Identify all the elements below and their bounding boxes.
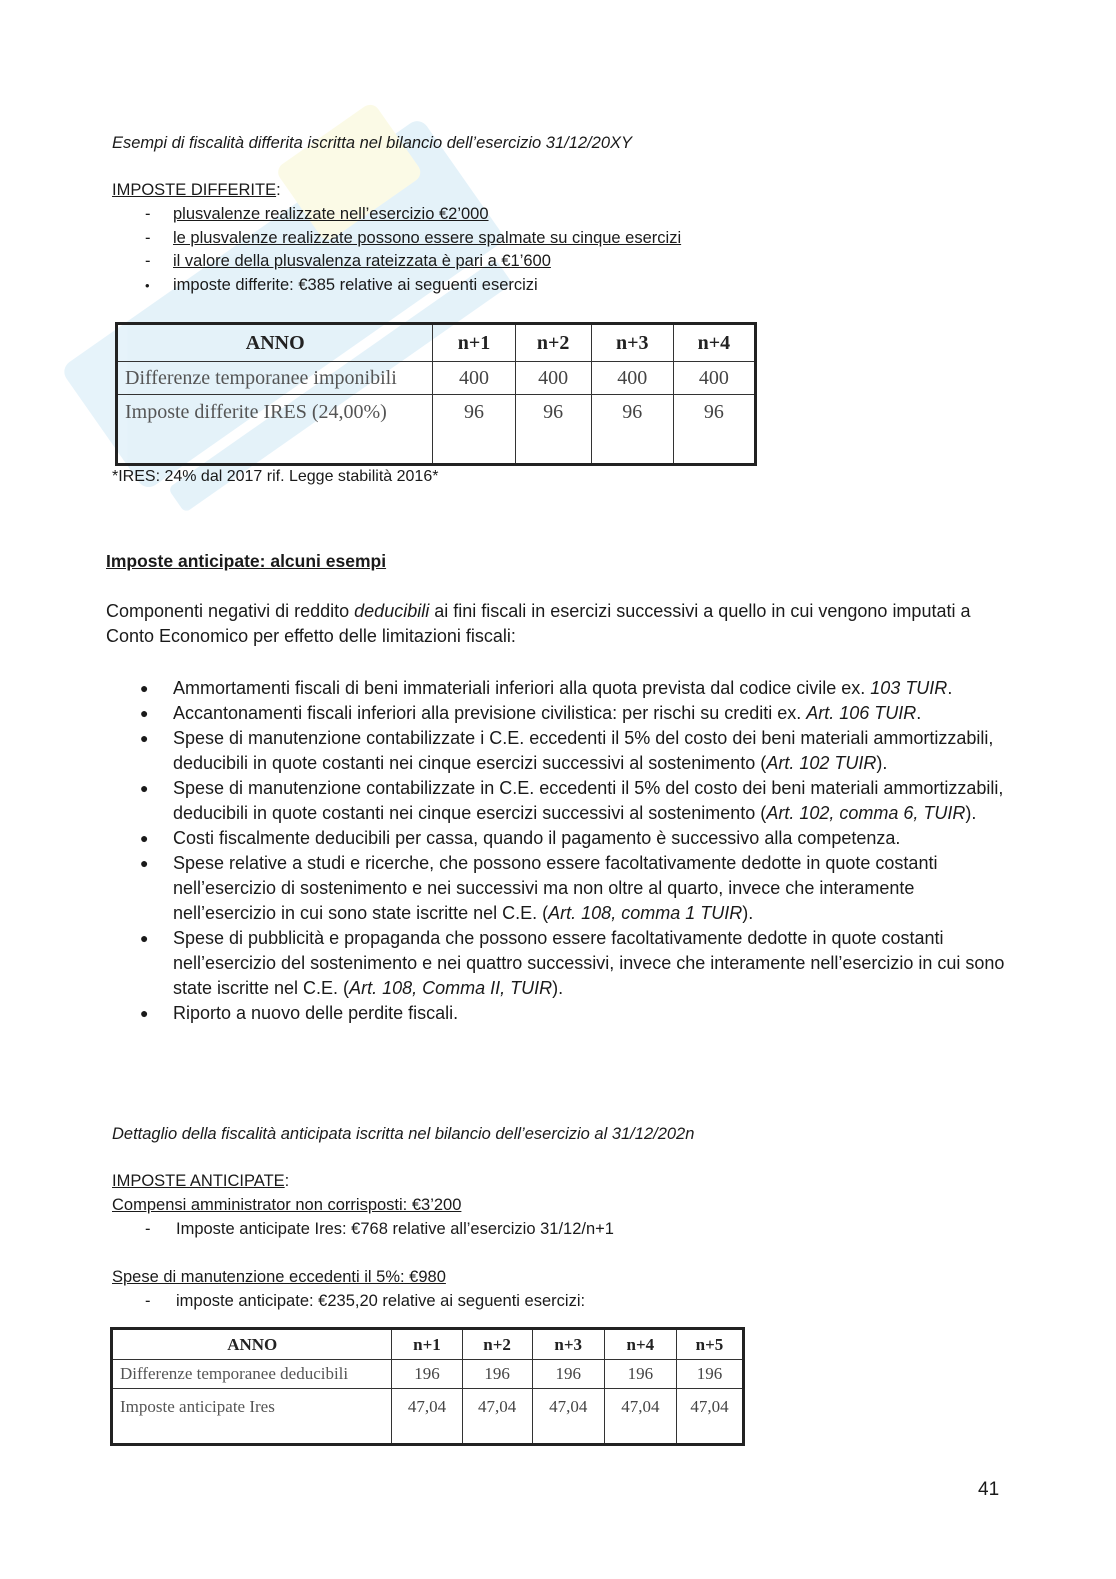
table-cell: 96 <box>433 395 515 465</box>
table-cell: 400 <box>433 362 515 395</box>
table-cell: 47,04 <box>462 1389 532 1445</box>
table-cell: 196 <box>532 1360 604 1389</box>
table-header-cell: n+2 <box>515 324 591 362</box>
table-header-cell: n+3 <box>532 1329 604 1360</box>
heading-imposte-anticipate-caps: IMPOSTE ANTICIPATE: <box>112 1172 290 1190</box>
table-header-row <box>117 324 756 362</box>
table-header-cell: n+2 <box>462 1329 532 1360</box>
table-cell: 96 <box>591 395 673 465</box>
table-cell: 196 <box>676 1360 743 1389</box>
list-item: - plusvalenze realizzate nell’esercizio €2’000 <box>145 205 489 223</box>
table-header-cell: ANNO <box>112 1329 392 1360</box>
subheading-manutenzione: Spese di manutenzione eccedenti il 5%: €980 <box>112 1268 446 1286</box>
table-cell: Differenze temporanee imponibili <box>117 362 433 395</box>
intro-paragraph: Componenti negativi di reddito deducibili ai fini fiscali in esercizi successivi a quello in cui vengono imputati a Conto Economico per effetto delle limitazioni fiscali: <box>106 601 971 646</box>
table-header-cell: n+3 <box>591 324 673 362</box>
subheading-compensi: Compensi amministrator non corrisposti: €3’200 <box>112 1196 462 1214</box>
table-row <box>117 395 756 465</box>
table-cell: Imposte differite IRES (24,00%) <box>117 395 433 465</box>
table-header-cell: ANNO <box>117 324 433 362</box>
table-cell: 196 <box>604 1360 676 1389</box>
example-title-deferred: Esempi di fiscalità differita iscritta nel bilancio dell’esercizio 31/12/20XY <box>112 134 632 152</box>
list-item: ● Spese di manutenzione contabilizzate i C.E. eccedenti il 5% del costo dei beni materiali ammortizzabili, deducibili in quote costanti nei cinque esercizi successivi al sostenimento (Art. 102 TUIR). <box>140 728 994 773</box>
anticipated-tax-table <box>110 1327 745 1446</box>
deductible-items-list <box>106 676 1006 1026</box>
table-header-row <box>112 1329 744 1360</box>
deferred-tax-table <box>115 322 757 466</box>
table-header-cell: n+1 <box>433 324 515 362</box>
table-cell: 400 <box>515 362 591 395</box>
heading-imposte-differite: IMPOSTE DIFFERITE: <box>112 181 281 199</box>
list-item: ● Spese di pubblicità e propaganda che possono essere facoltativamente dedotte in quote costanti nell’esercizio del sostenimento e nei quattro successivi, invece che interamente nell’esercizio in cui sono state iscritte nel C.E. (Art. 108, Comma II, TUIR). <box>140 928 1005 998</box>
compensi-detail: - Imposte anticipate Ires: €768 relative all’esercizio 31/12/n+1 <box>145 1220 614 1238</box>
list-item: ● Spese di manutenzione contabilizzate in C.E. eccedenti il 5% del costo dei beni materiali ammortizzabili, deducibili in quote costanti nei cinque esercizi successivi al sostenimento (Art. 102, comma 6, TUIR). <box>140 778 1004 823</box>
table-header-cell: n+4 <box>673 324 755 362</box>
table-cell: 96 <box>673 395 755 465</box>
table-cell: Imposte anticipate Ires <box>112 1389 392 1445</box>
list-item: ● Costi fiscalmente deducibili per cassa, quando il pagamento è successivo alla competenza. <box>140 828 901 848</box>
table-row <box>112 1389 744 1445</box>
table-cell: 196 <box>462 1360 532 1389</box>
table-header-cell: n+1 <box>392 1329 462 1360</box>
table-cell: 196 <box>392 1360 462 1389</box>
list-item: • imposte differite: €385 relative ai seguenti esercizi <box>145 275 538 294</box>
list-item: ● Accantonamenti fiscali inferiori alla previsione civilistica: per rischi su crediti ex. Art. 106 TUIR. <box>140 703 922 723</box>
table-cell: 47,04 <box>604 1389 676 1445</box>
table-cell: 47,04 <box>532 1389 604 1445</box>
manutenzione-detail: - imposte anticipate: €235,20 relative ai seguenti esercizi: <box>145 1292 586 1310</box>
page-number: 41 <box>978 1479 1000 1500</box>
list-item: - il valore della plusvalenza rateizzata è pari a €1’600 <box>145 252 551 270</box>
table-header-cell: n+4 <box>604 1329 676 1360</box>
ires-note: *IRES: 24% dal 2017 rif. Legge stabilità 2016* <box>112 468 439 485</box>
table-header-cell: n+5 <box>676 1329 743 1360</box>
table-cell: 400 <box>591 362 673 395</box>
table-row <box>117 362 756 395</box>
example-title-anticipated: Dettaglio della fiscalità anticipata iscritta nel bilancio dell’esercizio al 31/12/202n <box>112 1125 695 1143</box>
list-item: ● Spese relative a studi e ricerche, che possono essere facoltativamente dedotte in quote costanti nell’esercizio di sostenimento e nei successivi ma non oltre al quarto, invece che interamente nell’esercizio in cui sono state iscritte nel C.E. (Art. 108, comma 1 TUIR). <box>140 853 938 923</box>
table-row <box>112 1360 744 1389</box>
table-cell: Differenze temporanee deducibili <box>112 1360 392 1389</box>
table-cell: 47,04 <box>392 1389 462 1445</box>
deferred-tax-list <box>112 203 812 297</box>
table-cell: 47,04 <box>676 1389 743 1445</box>
list-item: - le plusvalenze realizzate possono essere spalmate su cinque esercizi <box>145 228 682 247</box>
heading-imposte-anticipate: Imposte anticipate: alcuni esempi <box>106 551 387 571</box>
list-item: ● Riporto a nuovo delle perdite fiscali. <box>140 1003 459 1023</box>
table-cell: 400 <box>673 362 755 395</box>
table-cell: 96 <box>515 395 591 465</box>
list-item: ● Ammortamenti fiscali di beni immateriali inferiori alla quota prevista dal codice civile ex. 103 TUIR. <box>140 678 953 698</box>
